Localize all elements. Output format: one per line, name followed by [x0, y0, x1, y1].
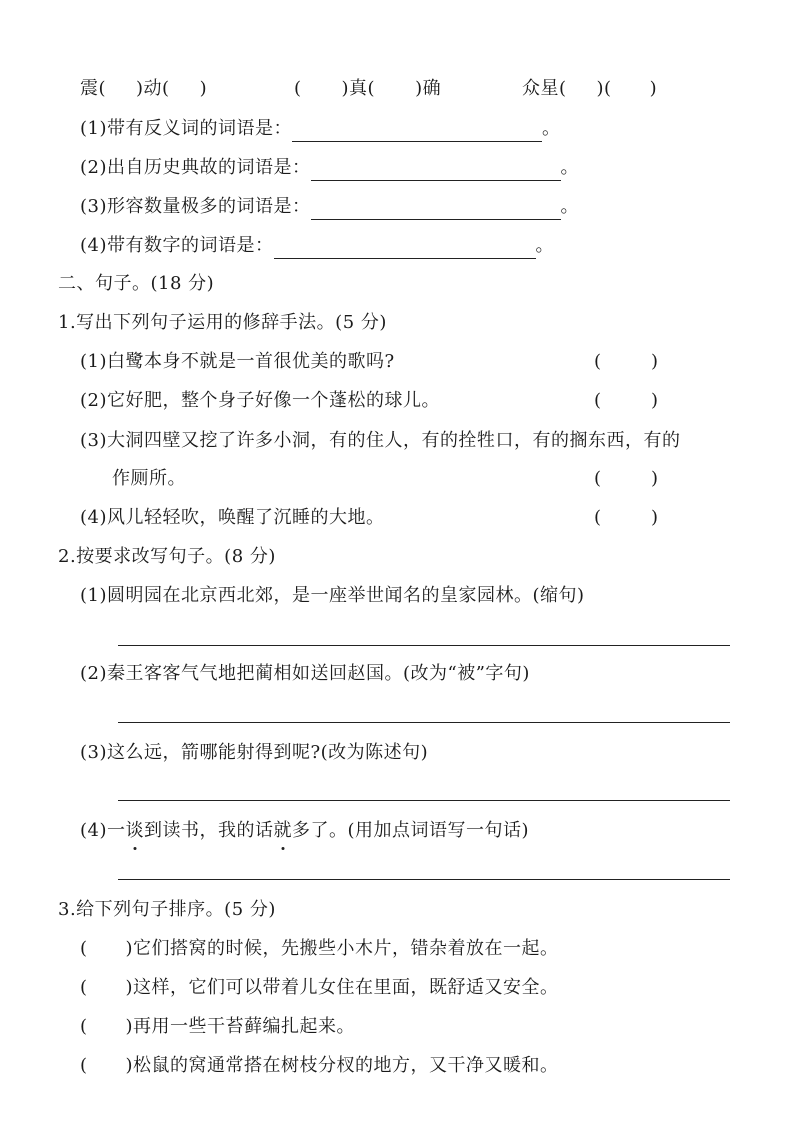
fill-word-1-c: ) [199, 78, 208, 99]
fill-word-3-b: )( [596, 78, 612, 99]
classify-item-3-end: 。 [560, 196, 579, 217]
rhetoric-item-2: (2)它好肥，整个身子好像一个蓬松的球儿。 [80, 390, 440, 411]
fill-word-3 [522, 76, 657, 102]
section-2-title: 二、句子。(18 分) [58, 273, 215, 294]
rhetoric-item-3-cont: 作厕所。 [112, 468, 186, 489]
classify-item-2-label: (2)出自历史典故的词语是： [80, 157, 311, 178]
emphasis-dot-char-1: 谈 [126, 818, 145, 844]
ordering-item-1 [80, 936, 559, 962]
rewrite-item-4-pre: (4)一 [80, 820, 126, 841]
rewrite-item-4-post: 多了。(用加点词语写一句话) [292, 820, 530, 841]
classify-item-1 [80, 116, 561, 142]
rewrite-answer-line-4[interactable] [118, 879, 730, 880]
answer-blank[interactable] [311, 158, 561, 181]
ordering-item-3-text: )再用一些干苔藓编扎起来。 [125, 1016, 356, 1037]
ordering-item-4 [80, 1053, 559, 1079]
classify-item-4-end: 。 [535, 235, 554, 256]
rewrite-answer-line-1[interactable] [118, 645, 730, 646]
fill-word-1 [80, 76, 207, 102]
fill-word-2-a: ( [294, 78, 302, 99]
ordering-question-title: 3.给下列句子排序。(5 分) [58, 899, 276, 920]
classify-item-2-end: 。 [560, 157, 579, 178]
classify-item-1-end: 。 [542, 118, 561, 139]
fill-word-3-a: 众星( [522, 78, 567, 99]
rhetoric-answer-4-open[interactable]: ( [594, 507, 602, 528]
fill-word-1-b: )动( [136, 78, 170, 99]
classify-item-1-label: (1)带有反义词的词语是： [80, 118, 292, 139]
rhetoric-question-title: 1.写出下列句子运用的修辞手法。(5 分) [58, 312, 387, 333]
emphasis-dot-char-2: 就 [274, 818, 293, 844]
ordering-item-1-text: )它们搭窝的时候，先搬些小木片，错杂着放在一起。 [125, 938, 559, 959]
fill-word-2-b: )真( [341, 78, 376, 99]
answer-blank[interactable] [274, 236, 536, 259]
answer-blank[interactable] [311, 197, 561, 220]
ordering-paren[interactable]: ( [80, 977, 88, 998]
fill-word-2 [294, 76, 441, 102]
fill-word-1-a: 震( [80, 78, 107, 99]
ordering-paren[interactable]: ( [80, 938, 88, 959]
rewrite-item-4-mid: 到读书，我的话 [144, 820, 274, 841]
rewrite-item-3: (3)这么远，箭哪能射得到呢?(改为陈述句) [80, 742, 429, 763]
fill-word-3-c: ) [649, 78, 658, 99]
rewrite-answer-line-2[interactable] [118, 722, 730, 723]
rhetoric-item-3: (3)大洞四壁又挖了许多小洞，有的住人，有的拴牲口，有的搁东西，有的 [80, 430, 681, 451]
ordering-paren[interactable]: ( [80, 1055, 88, 1076]
classify-item-3 [80, 194, 579, 220]
rhetoric-answer-3-open[interactable]: ( [594, 468, 602, 489]
rewrite-item-1: (1)圆明园在北京西北郊，是一座举世闻名的皇家园林。(缩句) [80, 585, 585, 606]
rewrite-item-4 [80, 818, 529, 844]
rhetoric-answer-4-close[interactable]: ) [651, 507, 659, 528]
rhetoric-answer-3-close[interactable]: ) [651, 468, 659, 489]
fill-word-2-c: )确 [415, 78, 442, 99]
answer-blank[interactable] [292, 119, 542, 142]
rhetoric-item-1: (1)白鹭本身不就是一首很优美的歌吗? [80, 351, 395, 372]
classify-item-4 [80, 233, 554, 259]
classify-item-4-label: (4)带有数字的词语是： [80, 235, 274, 256]
rewrite-item-2: (2)秦王客客气气地把蔺相如送回赵国。(改为“被”字句) [80, 663, 530, 684]
rhetoric-answer-2-open[interactable]: ( [594, 390, 602, 411]
rhetoric-answer-1-open[interactable]: ( [594, 351, 602, 372]
rhetoric-answer-1-close[interactable]: ) [651, 351, 659, 372]
ordering-item-2-text: )这样，它们可以带着儿女住在里面，既舒适又安全。 [125, 977, 559, 998]
rhetoric-item-4: (4)风儿轻轻吹，唤醒了沉睡的大地。 [80, 507, 385, 528]
ordering-paren[interactable]: ( [80, 1016, 88, 1037]
rewrite-question-title: 2.按要求改写句子。(8 分) [58, 546, 276, 567]
classify-item-2 [80, 155, 579, 181]
classify-item-3-label: (3)形容数量极多的词语是： [80, 196, 311, 217]
rhetoric-answer-2-close[interactable]: ) [651, 390, 659, 411]
ordering-item-2 [80, 975, 559, 1001]
rewrite-answer-line-3[interactable] [118, 800, 730, 801]
ordering-item-3 [80, 1014, 355, 1040]
ordering-item-4-text: )松鼠的窝通常搭在树枝分杈的地方，又干净又暖和。 [125, 1055, 559, 1076]
